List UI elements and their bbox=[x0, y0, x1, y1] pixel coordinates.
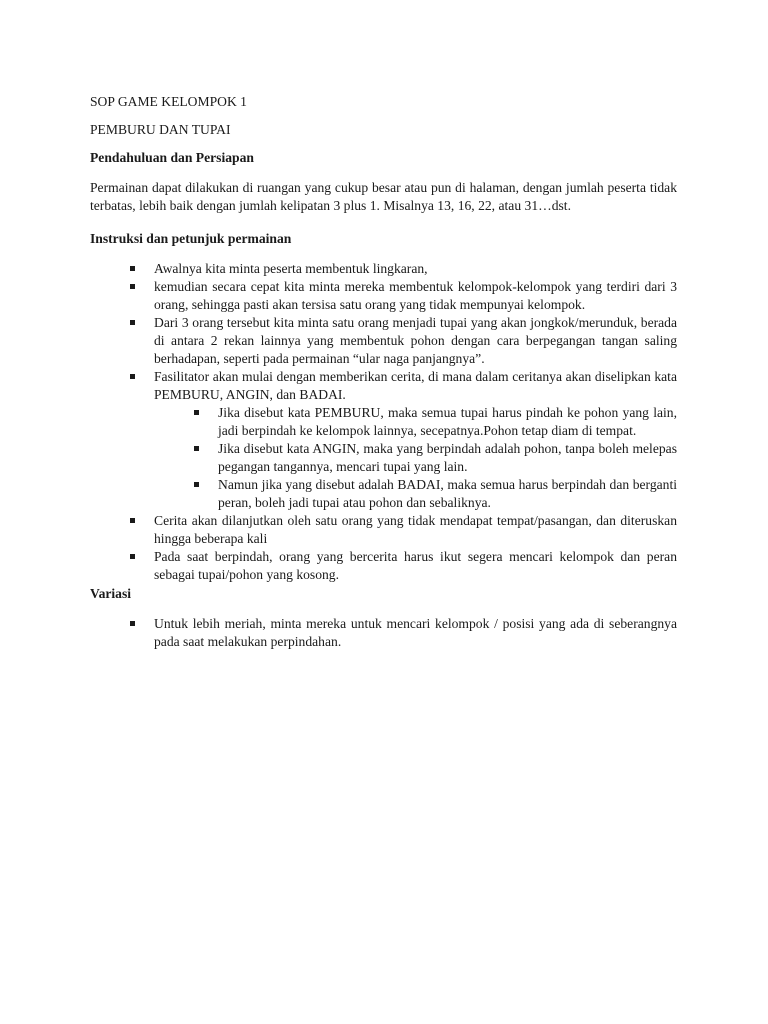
variation-list bbox=[90, 615, 677, 651]
list-item-text: Pada saat berpindah, orang yang bercerita harus ikut segera mencari kelompok dan peran sebagai tupai/pohon yang kosong. bbox=[154, 549, 677, 582]
document-page bbox=[90, 93, 677, 651]
introduction-paragraph: Permainan dapat dilakukan di ruangan yang cukup besar atau pun di halaman, dengan jumlah peserta tidak terbatas, lebih baik dengan jumlah kelipatan 3 plus 1. Misalnya 13, 16, 22, atau 31…dst. bbox=[90, 180, 677, 213]
section-heading-variation: Variasi bbox=[90, 586, 132, 601]
list-item bbox=[90, 368, 677, 512]
bullet-icon bbox=[194, 446, 199, 451]
list-item bbox=[90, 615, 677, 651]
bullet-icon bbox=[130, 374, 135, 379]
sub-list-item-text: Jika disebut kata ANGIN, maka yang berpindah adalah pohon, tanpa boleh melepas pegangan tangannya, mencari tupai yang lain. bbox=[218, 441, 677, 474]
bullet-icon bbox=[130, 554, 135, 559]
bullet-icon bbox=[194, 410, 199, 415]
sub-list-item bbox=[154, 404, 677, 440]
game-name: PEMBURU DAN TUPAI bbox=[90, 122, 231, 137]
sub-list-item bbox=[154, 476, 677, 512]
list-item-text: Untuk lebih meriah, minta mereka untuk mencari kelompok / posisi yang ada di seberangnya pada saat melakukan perpindahan. bbox=[154, 616, 677, 649]
list-item bbox=[90, 548, 677, 584]
bullet-icon bbox=[130, 266, 135, 271]
bullet-icon bbox=[130, 284, 135, 289]
list-item-text: kemudian secara cepat kita minta mereka membentuk kelompok-kelompok yang terdiri dari 3 orang, sehingga pasti akan tersisa satu orang yang tidak mempunyai kelompok. bbox=[154, 279, 677, 312]
bullet-icon bbox=[130, 320, 135, 325]
sub-list-item bbox=[154, 440, 677, 476]
section-heading-instructions: Instruksi dan petunjuk permainan bbox=[90, 231, 292, 246]
list-item bbox=[90, 278, 677, 314]
list-item-text: Dari 3 orang tersebut kita minta satu orang menjadi tupai yang akan jongkok/merunduk, berada di antara 2 rekan lainnya yang membentuk pohon dengan cara berpegangan tangan saling berhadapan, seperti pada permainan “ular naga panjangnya”. bbox=[154, 315, 677, 366]
keyword-rules-list bbox=[154, 404, 677, 512]
sub-list-item-text: Jika disebut kata PEMBURU, maka semua tupai harus pindah ke pohon yang lain, jadi berpindah ke kelompok lainnya, secepatnya.Pohon tetap diam di tempat. bbox=[218, 405, 677, 438]
document-title: SOP GAME KELOMPOK 1 bbox=[90, 94, 247, 109]
list-item bbox=[90, 512, 677, 548]
list-item bbox=[90, 314, 677, 368]
list-item-text: Awalnya kita minta peserta membentuk lingkaran, bbox=[154, 261, 428, 276]
section-heading-introduction: Pendahuluan dan Persiapan bbox=[90, 150, 254, 165]
list-item-text: Cerita akan dilanjutkan oleh satu orang yang tidak mendapat tempat/pasangan, dan diteruskan hingga beberapa kali bbox=[154, 513, 677, 546]
instructions-list bbox=[90, 260, 677, 584]
list-item-text: Fasilitator akan mulai dengan memberikan cerita, di mana dalam ceritanya akan diselipkan kata PEMBURU, ANGIN, dan BADAI. bbox=[154, 369, 677, 402]
bullet-icon bbox=[130, 518, 135, 523]
list-item bbox=[90, 260, 677, 278]
bullet-icon bbox=[194, 482, 199, 487]
sub-list-item-text: Namun jika yang disebut adalah BADAI, maka semua harus berpindah dan berganti peran, boleh jadi tupai atau pohon dan sebaliknya. bbox=[218, 477, 677, 510]
bullet-icon bbox=[130, 621, 135, 626]
nested-list-wrapper bbox=[90, 404, 677, 512]
